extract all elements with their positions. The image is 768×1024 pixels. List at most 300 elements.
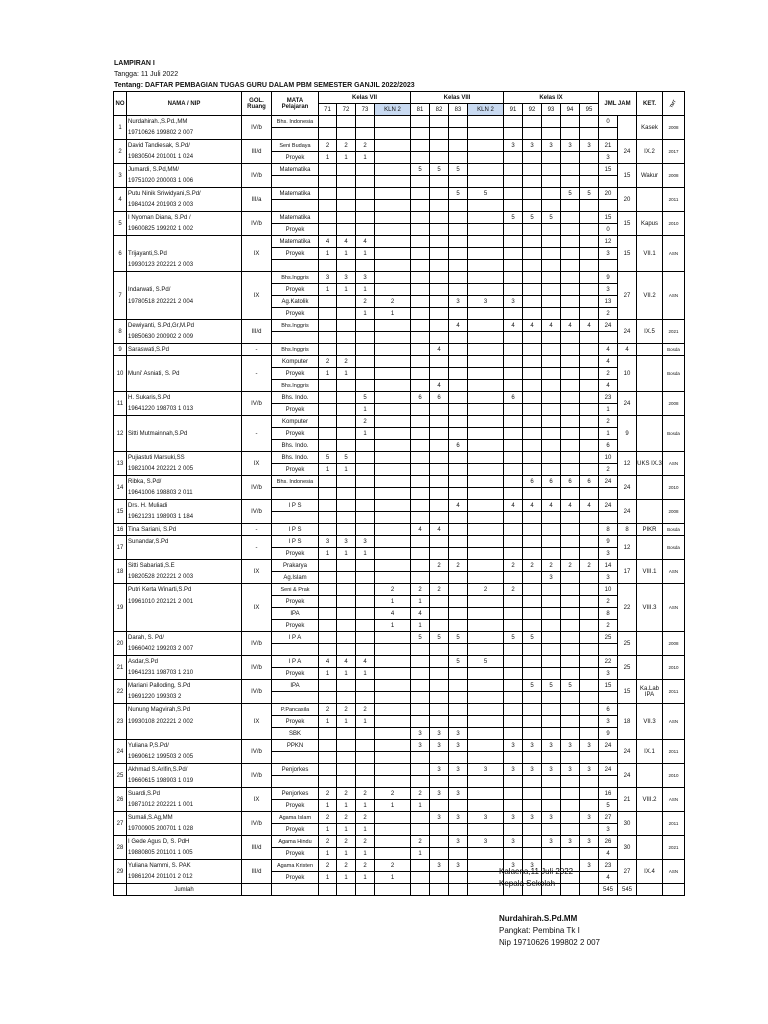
hours-cell: [523, 608, 542, 620]
hours-cell: [430, 188, 449, 200]
table-row: [114, 776, 685, 788]
hours-cell: [375, 680, 411, 692]
hours-cell: [542, 620, 561, 632]
table-row: [114, 140, 685, 152]
hours-cell: [468, 140, 504, 152]
ket-cell: [637, 500, 663, 524]
hours-cell: [504, 428, 523, 440]
hours-cell: [542, 788, 561, 800]
subject-cell: Bhs.Inggris: [272, 344, 319, 356]
hours-cell: [580, 368, 599, 380]
hours-cell: [319, 128, 337, 140]
subject-cell: Proyek: [272, 368, 319, 380]
hours-cell: [561, 668, 580, 680]
row-number: 7: [114, 272, 127, 320]
hours-cell: [375, 428, 411, 440]
hours-cell: [468, 572, 504, 584]
hours-cell: [430, 224, 449, 236]
hours-cell: 5: [561, 188, 580, 200]
hours-cell: [504, 344, 523, 356]
teacher-name-cell: [127, 272, 242, 284]
hours-cell: 6: [542, 476, 561, 488]
subject-cell: Agama Hindu: [272, 836, 319, 848]
row-number: 5: [114, 212, 127, 236]
hours-cell: [449, 356, 468, 368]
hours-cell: [449, 512, 468, 524]
hours-cell: 2: [356, 860, 375, 872]
hours-cell: 2: [319, 704, 337, 716]
gol-cell: IX: [242, 560, 272, 584]
hours-cell: [449, 644, 468, 656]
hours-cell: [523, 416, 542, 428]
table-row: [114, 200, 685, 212]
hours-cell: [523, 236, 542, 248]
row-number: 28: [114, 836, 127, 860]
hours-cell: 4: [375, 608, 411, 620]
hours-cell: 2: [356, 788, 375, 800]
subject-cell: [272, 260, 319, 272]
hours-cell: [523, 440, 542, 452]
row-total-cell: 3: [599, 152, 618, 164]
hours-cell: 3: [504, 836, 523, 848]
hours-cell: [561, 692, 580, 704]
hours-cell: 4: [430, 380, 449, 392]
hours-cell: [449, 416, 468, 428]
table-row: [114, 524, 685, 536]
ket-cell: Kasek: [637, 116, 663, 140]
hours-cell: [375, 188, 411, 200]
hours-cell: [468, 320, 504, 332]
signature-role: Kepala Sekolah: [499, 879, 556, 888]
hours-cell: [542, 776, 561, 788]
hours-cell: [468, 644, 504, 656]
jumlah-empty: [430, 884, 449, 896]
hours-cell: 1: [337, 800, 356, 812]
hours-cell: [430, 500, 449, 512]
hours-cell: [504, 308, 523, 320]
hours-cell: [449, 116, 468, 128]
hours-cell: [542, 656, 561, 668]
hours-cell: [468, 440, 504, 452]
hours-cell: [449, 260, 468, 272]
teacher-name-cell: H. Sukaris,S.Pd: [127, 392, 242, 404]
col-class: 81: [411, 104, 430, 116]
subject-cell: Proyek: [272, 548, 319, 560]
hours-cell: [319, 380, 337, 392]
extra-cell: 2008: [663, 500, 685, 524]
teacher-name-cell: 19621231 198903 1 184: [127, 512, 242, 524]
hours-cell: [411, 188, 430, 200]
extra-cell: 2011: [663, 740, 685, 764]
hours-cell: 3: [523, 140, 542, 152]
hours-cell: [542, 536, 561, 548]
gol-cell: IV/b: [242, 656, 272, 680]
jml-jam-cell: 10: [618, 356, 637, 392]
hours-cell: 1: [411, 620, 430, 632]
hours-cell: [337, 308, 356, 320]
hours-cell: [468, 632, 504, 644]
jumlah-total: 545: [599, 884, 618, 896]
jumlah-label: Jumlah: [127, 884, 242, 896]
ket-cell: VII.3: [637, 704, 663, 740]
ket-cell: PIKR: [637, 524, 663, 536]
teacher-name-cell: Putri Kerta Winarti,S.Pd: [127, 584, 242, 596]
hours-cell: [561, 776, 580, 788]
hours-cell: 5: [449, 656, 468, 668]
hours-cell: 5: [468, 656, 504, 668]
hours-cell: 1: [319, 284, 337, 296]
hours-cell: [561, 416, 580, 428]
hours-cell: [561, 236, 580, 248]
hours-cell: 1: [337, 668, 356, 680]
hours-cell: 3: [542, 140, 561, 152]
hours-cell: [411, 440, 430, 452]
hours-cell: [542, 356, 561, 368]
row-number: 16: [114, 524, 127, 536]
hours-cell: 1: [337, 248, 356, 260]
hours-cell: [356, 500, 375, 512]
hours-cell: 2: [561, 560, 580, 572]
teacher-name-cell: Darah, S. Pd/: [127, 632, 242, 644]
hours-cell: [337, 116, 356, 128]
hours-cell: [561, 632, 580, 644]
hours-cell: [430, 200, 449, 212]
hours-cell: [468, 164, 504, 176]
hours-cell: [449, 692, 468, 704]
hours-cell: 2: [430, 560, 449, 572]
hours-cell: [411, 692, 430, 704]
table-row: [114, 728, 685, 740]
hours-cell: 1: [356, 248, 375, 260]
hours-cell: [411, 320, 430, 332]
hours-cell: [580, 452, 599, 464]
ket-cell: [637, 416, 663, 452]
hours-cell: [319, 164, 337, 176]
hours-cell: [356, 200, 375, 212]
hours-cell: [319, 560, 337, 572]
jumlah-empty: [449, 884, 468, 896]
teacher-name-cell: 19641006 198803 2 011: [127, 488, 242, 500]
hours-cell: [542, 752, 561, 764]
hours-cell: 3: [542, 812, 561, 824]
row-total-cell: 1: [599, 404, 618, 416]
hours-cell: [449, 476, 468, 488]
table-row: [114, 536, 685, 548]
ket-cell: Kapus: [637, 212, 663, 236]
hours-cell: [430, 452, 449, 464]
hours-cell: 3: [449, 728, 468, 740]
table-row: [114, 272, 685, 284]
hours-cell: [411, 284, 430, 296]
hours-cell: [580, 116, 599, 128]
hours-cell: [430, 404, 449, 416]
subject-cell: [272, 176, 319, 188]
row-total-cell: 6: [599, 704, 618, 716]
teacher-name-cell: [127, 380, 242, 392]
hours-cell: [580, 776, 599, 788]
hours-cell: [375, 140, 411, 152]
gol-cell: IX: [242, 584, 272, 632]
hours-cell: 4: [411, 608, 430, 620]
hours-cell: 5: [561, 680, 580, 692]
hours-cell: [375, 632, 411, 644]
hours-cell: 6: [449, 440, 468, 452]
hours-cell: [375, 728, 411, 740]
teacher-name-cell: 19691220 199303 2: [127, 692, 242, 704]
teacher-name-cell: 19600825 199202 1 002: [127, 224, 242, 236]
hours-cell: [504, 116, 523, 128]
hours-cell: [375, 692, 411, 704]
hours-cell: [375, 548, 411, 560]
hours-cell: [411, 332, 430, 344]
hours-cell: [449, 776, 468, 788]
hours-cell: 1: [337, 824, 356, 836]
signature-nip: Nip 19710626 199802 2 007: [499, 938, 600, 947]
ket-cell: VIII.2: [637, 788, 663, 812]
hours-cell: 2: [319, 356, 337, 368]
hours-cell: 3: [411, 740, 430, 752]
tanggal-text: Tangga: 11 Juli 2022: [114, 71, 179, 78]
hours-cell: [319, 212, 337, 224]
hours-cell: 5: [542, 212, 561, 224]
teacher-name-cell: 19821004 202221 2 005: [127, 464, 242, 476]
hours-cell: [375, 176, 411, 188]
hours-cell: [542, 452, 561, 464]
hours-cell: 1: [356, 872, 375, 884]
col-mata: MATA Pelajaran: [272, 92, 319, 116]
row-total-cell: 21: [599, 140, 618, 152]
hours-cell: [468, 560, 504, 572]
hours-cell: [337, 632, 356, 644]
hours-cell: 1: [411, 800, 430, 812]
extra-cell: Bosda: [663, 416, 685, 452]
hours-cell: [468, 680, 504, 692]
hours-cell: 6: [523, 476, 542, 488]
header-row-1: [114, 92, 685, 104]
hours-cell: [449, 212, 468, 224]
ket-cell: IX.5: [637, 320, 663, 344]
hours-cell: [356, 380, 375, 392]
hours-cell: [375, 260, 411, 272]
hours-cell: [319, 488, 337, 500]
hours-cell: [468, 620, 504, 632]
jml-jam-cell: 17: [618, 560, 637, 584]
row-total-cell: [599, 200, 618, 212]
jml-jam-cell: 24: [618, 476, 637, 500]
hours-cell: [449, 404, 468, 416]
extra-cell: 2021: [663, 836, 685, 860]
hours-cell: [504, 248, 523, 260]
gol-cell: IV/b: [242, 680, 272, 704]
hours-cell: [561, 284, 580, 296]
row-total-cell: 20: [599, 188, 618, 200]
hours-cell: [580, 620, 599, 632]
row-total-cell: 0: [599, 116, 618, 128]
extra-cell: Bosda: [663, 356, 685, 392]
ket-cell: [637, 536, 663, 560]
hours-cell: 3: [449, 764, 468, 776]
hours-cell: [504, 152, 523, 164]
hours-cell: [561, 428, 580, 440]
row-total-cell: 8: [599, 608, 618, 620]
jml-jam-cell: 25: [618, 656, 637, 680]
document-header: [114, 58, 415, 91]
hours-cell: [523, 284, 542, 296]
table-row: [114, 608, 685, 620]
hours-cell: [523, 452, 542, 464]
hours-cell: [319, 584, 337, 596]
extra-cell: 2010: [663, 656, 685, 680]
hours-cell: [523, 344, 542, 356]
row-total-cell: 24: [599, 476, 618, 488]
row-total-cell: 3: [599, 572, 618, 584]
teacher-name-cell: Asdar,S.Pd: [127, 656, 242, 668]
jumlah-empty: [375, 884, 411, 896]
hours-cell: [523, 704, 542, 716]
teacher-name-cell: Yuliana Nammi, S. PAK: [127, 860, 242, 872]
hours-cell: [337, 500, 356, 512]
hours-cell: [337, 512, 356, 524]
hours-cell: 6: [504, 392, 523, 404]
hours-cell: [375, 272, 411, 284]
hours-cell: [356, 680, 375, 692]
hours-cell: [411, 380, 430, 392]
hours-cell: [449, 680, 468, 692]
hours-cell: [504, 488, 523, 500]
hours-cell: [430, 596, 449, 608]
row-number: 17: [114, 536, 127, 560]
teacher-name-cell: Drs. H. Muliadi: [127, 500, 242, 512]
subject-cell: Matematika: [272, 212, 319, 224]
hours-cell: [580, 488, 599, 500]
hours-cell: [337, 608, 356, 620]
subject-cell: Seni & Prak: [272, 584, 319, 596]
hours-cell: [523, 464, 542, 476]
hours-cell: [523, 380, 542, 392]
hours-cell: [580, 404, 599, 416]
hours-cell: 2: [337, 812, 356, 824]
hours-cell: [337, 752, 356, 764]
table-row: [114, 716, 685, 728]
hours-cell: [542, 596, 561, 608]
hours-cell: [523, 788, 542, 800]
hours-cell: [504, 164, 523, 176]
hours-cell: 4: [449, 500, 468, 512]
hours-cell: [449, 824, 468, 836]
hours-cell: [319, 428, 337, 440]
row-total-cell: 9: [599, 272, 618, 284]
hours-cell: [468, 548, 504, 560]
extra-cell: 2008: [663, 632, 685, 656]
hours-cell: [356, 560, 375, 572]
subject-cell: Agama Islam: [272, 812, 319, 824]
hours-cell: [523, 128, 542, 140]
hours-cell: [411, 236, 430, 248]
lampiran-label: LAMPIRAN I: [114, 60, 155, 67]
hours-cell: 5: [523, 632, 542, 644]
hours-cell: [337, 212, 356, 224]
teacher-name-cell: Akhmad S.Arifin,S.Pd/: [127, 764, 242, 776]
table-row: [114, 632, 685, 644]
hours-cell: [468, 428, 504, 440]
hours-cell: 1: [356, 716, 375, 728]
hours-cell: [468, 128, 504, 140]
hours-cell: [504, 404, 523, 416]
hours-cell: [542, 728, 561, 740]
hours-cell: 1: [375, 596, 411, 608]
hours-cell: [504, 752, 523, 764]
jml-jam-cell: 15: [618, 164, 637, 188]
hours-cell: [468, 380, 504, 392]
hours-cell: [449, 308, 468, 320]
hours-cell: [337, 692, 356, 704]
subject-cell: Penjorkes: [272, 764, 319, 776]
hours-cell: [319, 692, 337, 704]
hours-cell: [504, 380, 523, 392]
hours-cell: [580, 584, 599, 596]
hours-cell: [430, 620, 449, 632]
hours-cell: [542, 152, 561, 164]
hours-cell: [468, 200, 504, 212]
hours-cell: 2: [319, 860, 337, 872]
hours-cell: 5: [542, 680, 561, 692]
hours-cell: [468, 824, 504, 836]
subject-cell: Proyek: [272, 620, 319, 632]
hours-cell: [411, 824, 430, 836]
table-row: [114, 812, 685, 824]
gol-cell: IX: [242, 704, 272, 740]
hours-cell: [356, 176, 375, 188]
hours-cell: [542, 308, 561, 320]
hours-cell: [375, 572, 411, 584]
gol-cell: -: [242, 524, 272, 536]
hours-cell: [468, 524, 504, 536]
hours-cell: [561, 368, 580, 380]
teacher-name-cell: [127, 728, 242, 740]
subject-cell: Ag.Katolik: [272, 296, 319, 308]
hours-cell: [468, 332, 504, 344]
hours-cell: 3: [504, 764, 523, 776]
ket-cell: [637, 392, 663, 416]
hours-cell: 4: [319, 656, 337, 668]
jml-jam-cell: 8: [618, 524, 637, 536]
hours-cell: [542, 164, 561, 176]
hours-cell: [430, 152, 449, 164]
row-number: 8: [114, 320, 127, 344]
hours-cell: [375, 524, 411, 536]
hours-cell: [411, 200, 430, 212]
table-row: [114, 416, 685, 428]
hours-cell: 4: [523, 500, 542, 512]
hours-cell: [375, 464, 411, 476]
col-extra: TMT: [663, 92, 685, 116]
row-total-cell: 24: [599, 764, 618, 776]
hours-cell: 3: [542, 836, 561, 848]
jml-jam-cell: 24: [618, 500, 637, 524]
jml-jam-cell: 12: [618, 452, 637, 476]
jumlah-empty: [319, 884, 337, 896]
row-number: 14: [114, 476, 127, 500]
hours-cell: [523, 248, 542, 260]
table-row: [114, 236, 685, 248]
hours-cell: 1: [337, 152, 356, 164]
hours-cell: [561, 656, 580, 668]
hours-cell: [523, 548, 542, 560]
hours-cell: [561, 248, 580, 260]
hours-cell: 2: [319, 788, 337, 800]
hours-cell: [580, 512, 599, 524]
hours-cell: [337, 428, 356, 440]
